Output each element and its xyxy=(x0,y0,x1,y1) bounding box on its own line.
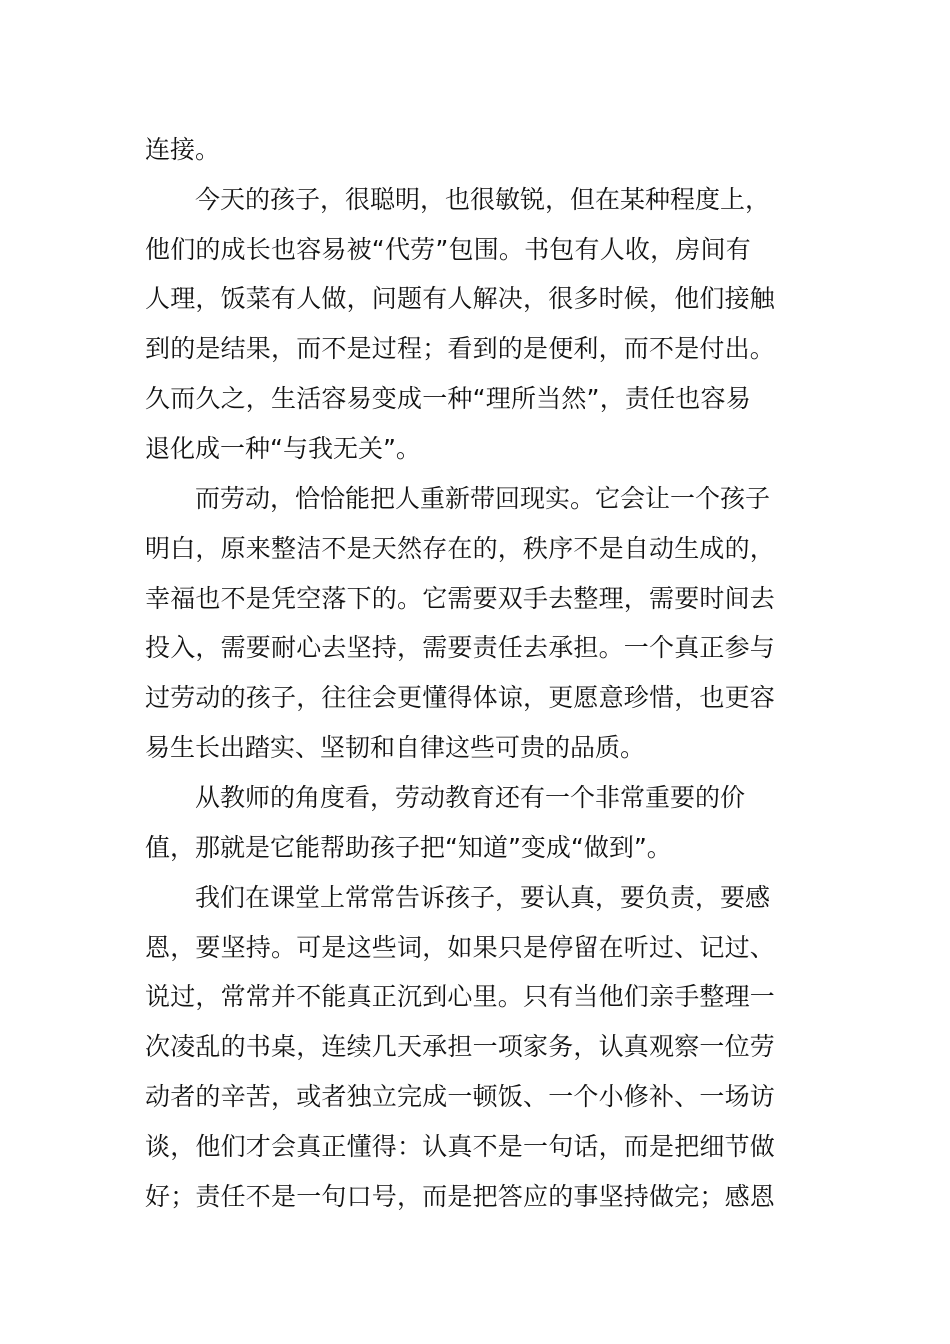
text-line xyxy=(0,728,950,768)
line-text: 幸福也不是凭空落下的。它需要双手去整理，需要时间去 xyxy=(145,584,776,613)
line-text: 他们的成长也容易被“代劳”包围。书包有人收，房间有 xyxy=(145,235,751,264)
line-text: 恩，要坚持。可是这些词，如果只是停留在听过、记过、 xyxy=(145,933,776,962)
text-line xyxy=(0,1127,950,1167)
line-text: 谈，他们才会真正懂得：认真不是一句话，而是把细节做 xyxy=(145,1132,776,1161)
text-line xyxy=(0,230,950,270)
line-text: 到的是结果，而不是过程；看到的是便利，而不是付出。 xyxy=(145,334,776,363)
text-line xyxy=(0,1177,950,1217)
text-line xyxy=(0,1027,950,1067)
text-line xyxy=(0,279,950,319)
text-line xyxy=(0,977,950,1017)
text-line xyxy=(0,479,950,519)
line-text: 人理，饭菜有人做，问题有人解决，很多时候，他们接触 xyxy=(145,284,776,313)
line-text: 过劳动的孩子，往往会更懂得体谅，更愿意珍惜，也更容 xyxy=(145,683,776,712)
line-text: 值，那就是它能帮助孩子把“知道”变成“做到”。 xyxy=(145,833,672,862)
text-line xyxy=(0,828,950,868)
line-text: 好；责任不是一句口号，而是把答应的事坚持做完；感恩 xyxy=(145,1182,776,1211)
text-line xyxy=(0,429,950,469)
line-text: 连接。 xyxy=(145,135,221,164)
line-text: 投入，需要耐心去坚持，需要责任去承担。一个真正参与 xyxy=(145,633,776,662)
text-line xyxy=(0,628,950,668)
line-text: 我们在课堂上常常告诉孩子，要认真，要负责，要感 xyxy=(195,883,771,912)
text-line xyxy=(0,878,950,918)
text-line xyxy=(0,529,950,569)
text-line xyxy=(0,180,950,220)
line-text: 说过，常常并不能真正沉到心里。只有当他们亲手整理一 xyxy=(145,982,776,1011)
text-line xyxy=(0,329,950,369)
line-text: 从教师的角度看，劳动教育还有一个非常重要的价 xyxy=(195,783,746,812)
text-line xyxy=(0,678,950,718)
line-text: 今天的孩子，很聪明，也很敏锐，但在某种程度上， xyxy=(195,185,771,214)
text-line xyxy=(0,379,950,419)
text-line xyxy=(0,1077,950,1117)
text-line xyxy=(0,928,950,968)
line-text: 久而久之，生活容易变成一种“理所当然”，责任也容易 xyxy=(145,384,751,413)
line-text: 次凌乱的书桌，连续几天承担一项家务，认真观察一位劳 xyxy=(145,1032,776,1061)
line-text: 易生长出踏实、坚韧和自律这些可贵的品质。 xyxy=(145,733,646,762)
line-text: 明白，原来整洁不是天然存在的，秩序不是自动生成的， xyxy=(145,534,776,563)
line-text: 而劳动，恰恰能把人重新带回现实。它会让一个孩子 xyxy=(195,484,771,513)
line-text: 动者的辛苦，或者独立完成一顿饭、一个小修补、一场访 xyxy=(145,1082,776,1111)
text-line xyxy=(0,130,950,170)
text-line xyxy=(0,579,950,619)
text-line xyxy=(0,778,950,818)
line-text: 退化成一种“与我无关”。 xyxy=(145,434,421,463)
